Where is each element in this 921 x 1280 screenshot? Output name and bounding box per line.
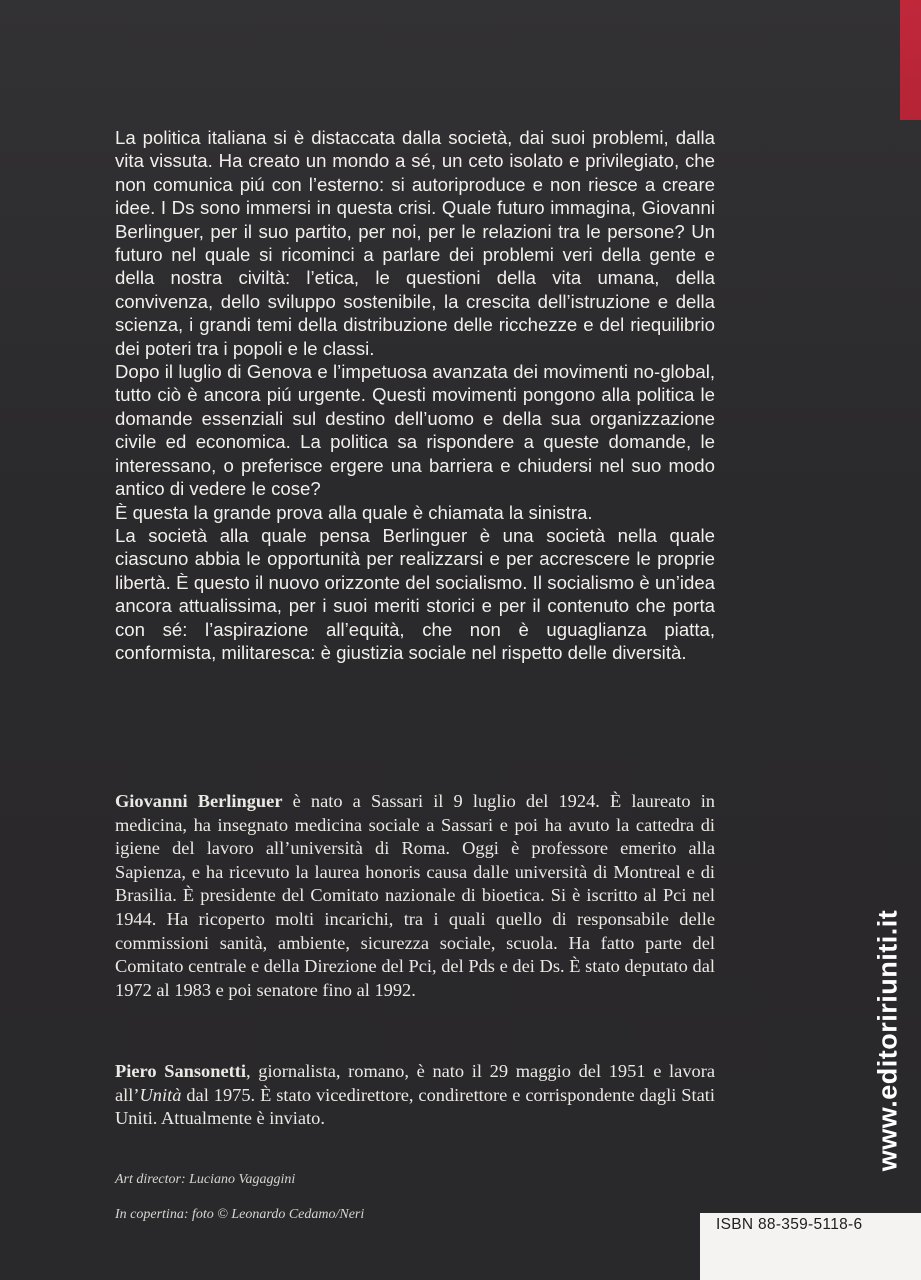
cover-photo-credit: In copertina: foto © Leonardo Cedamo/Neri [115,1207,365,1222]
website-text: www.editoririuniti.it [872,909,903,1171]
isbn-label [700,1213,921,1280]
author-bio-berlinguer [115,790,715,1002]
author-bio-text: è nato a Sassari il 9 luglio del 1924. È laureato in medicina, ha insegnato medicina sociale a Sassari e poi ha avuto la cattedra di igiene del lavoro all’università di Roma. Oggi è professore emerito alla Sapienza, e ha ricevuto la laurea honoris causa dalle università di Montreal e di Brasilia. È presidente del Comitato nazionale di bioetica. Si è iscritto al Pci nel 1944. Ha ricoperto molti incarichi, tra i quali quello di responsabile delle commissioni sanità, ambiente, sicurezza sociale, scuola. Ha fatto parte del Comitato centrale e della Direzione del Pci, del Pds e dei Ds. È stato deputato dal 1972 al 1983 e poi senatore fino al 1992. [115,791,715,1000]
synopsis-paragraph: È questa la grande prova alla quale è chiamata la sinistra. [115,501,593,523]
author-name: Piero Sansonetti [115,1061,246,1081]
synopsis-paragraph: La politica italiana si è distaccata dalla società, dai suoi problemi, dalla vita vissuta. Ha creato un mondo a sé, un ceto isolato e privilegiato, che non comunica piú con l’esterno: si autoriproduce e non riesce a creare idee. I Ds sono immersi in questa crisi. Quale futuro immagina, Giovanni Berlinguer, per il suo partito, per noi, per le relazioni tra le persone? Un futuro nel quale si ricominci a parlare dei problemi veri della gente e della nostra civiltà: l’etica, le questioni della vita umana, della convivenza, dello sviluppo sostenibile, la crescita dell’istruzione e della scienza, i grandi temi della distribuzione delle ricchezze e del riequilibrio dei poteri tra i popoli e le classi. [115,127,715,359]
synopsis-paragraph: La società alla quale pensa Berlinguer è una società nella quale ciascuno abbia le opportunità per realizzarsi e per accrescere le proprie libertà. È questo il nuovo orizzonte del socialismo. Il socialismo è un’idea ancora attualissima, per i suoi meriti storici e per il contenuto che porta con sé: l’aspirazione all’equità, che non è uguaglianza piatta, conformista, militaresca: è giustizia sociale nel rispetto delle diversità. [115,524,715,663]
isbn-text: ISBN 88-359-5118-6 [716,1216,863,1233]
newspaper-title: Unità [139,1084,182,1105]
red-spine-strip [900,0,921,120]
author-bio-text: , giornalista, romano, è nato il 29 maggio del 1951 e lavora all’ [115,1061,715,1105]
art-director-credit: Art director: Luciano Vagaggini [115,1172,296,1187]
synopsis-paragraph: Dopo il luglio di Genova e l’impetuosa avanzata dei movimenti no-global, tutto ciò è ancora piú urgente. Questi movimenti pongono alla politica le domande essenziali sul destino dell’uomo e della sua organizzazione civile ed economica. La politica sa rispondere a queste domande, le interessano, o preferisce ergere una barriera e chiudersi nel suo modo antico di vedere le cose? [115,361,715,500]
publisher-website [868,880,908,1200]
author-bio-text: dal 1975. È stato vicedirettore, condirettore e corrispondente dagli Stati Uniti. Attualmente è inviato. [115,1084,715,1129]
author-bio-sansonetti [115,1060,715,1131]
author-name: Giovanni Berlinguer [115,791,283,811]
synopsis [115,126,715,664]
